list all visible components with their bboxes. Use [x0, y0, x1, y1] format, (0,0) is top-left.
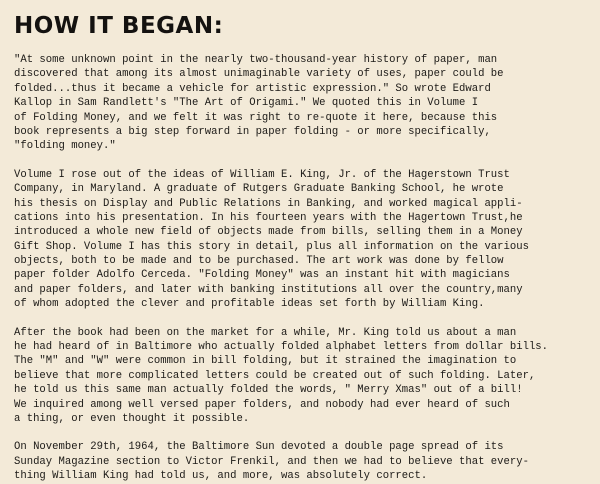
text-line: his thesis on Display and Public Relations in Banking, and worked magical appli- — [14, 197, 523, 210]
text-line: objects, both to be made and to be purchased. The art work was done by fellow — [14, 255, 504, 268]
text-line: thing William King had told us, and more, was absolutely correct. — [14, 470, 428, 483]
text-line: Sunday Magazine section to Victor Frenkil, and then we had to believe that every- — [14, 455, 529, 468]
text-line: folded...thus it became a vehicle for artistic expression." So wrote Edward — [14, 82, 491, 95]
text-line: introduced a whole new field of objects made from bills, selling them in a Money — [14, 226, 523, 239]
text-line: Company, in Maryland. A graduate of Rutgers Graduate Banking School, he wrote — [14, 183, 504, 196]
text-line: cations into his presentation. In his fourteen years with the Hagertown Trust,he — [14, 211, 523, 224]
text-line: We inquired among well versed paper folders, and nobody had ever heard of such — [14, 398, 510, 411]
page-heading: HOW IT BEGAN: — [14, 13, 224, 39]
text-line: and paper folders, and later with banking institutions all over the country,many — [14, 283, 523, 296]
text-line: of whom adopted the clever and profitable ideas set forth by William King. — [14, 298, 485, 311]
text-line: a thing, or even thought it possible. — [14, 412, 250, 425]
text-line: Gift Shop. Volume I has this story in detail, plus all information on the various — [14, 240, 529, 253]
paragraph-3 — [14, 326, 586, 427]
text-line: Kallop in Sam Randlett's "The Art of Origami." We quoted this in Volume I — [14, 97, 479, 110]
text-line: of Folding Money, and we felt it was right to re-quote it here, because this — [14, 111, 498, 124]
text-line: "folding money." — [14, 140, 116, 153]
text-line: After the book had been on the market for a while, Mr. King told us about a man — [14, 326, 517, 339]
text-line: he had heard of in Baltimore who actually folded alphabet letters from dollar bills. — [14, 341, 549, 354]
text-line: discovered that among its almost unimaginable variety of uses, paper could be — [14, 68, 504, 81]
text-line: Volume I rose out of the ideas of William E. King, Jr. of the Hagerstown Trust — [14, 168, 510, 181]
text-line: paper folder Adolfo Cerceda. "Folding Money" was an instant hit with magicians — [14, 269, 510, 282]
text-line: believe that more complicated letters could be created out of such folding. Later, — [14, 369, 536, 382]
text-line: The "M" and "W" were common in bill folding, but it strained the imagination to — [14, 355, 517, 368]
text-line: "At some unknown point in the nearly two-thousand-year history of paper, man — [14, 54, 498, 66]
text-line: book represents a big step forward in paper folding - or more specifically, — [14, 125, 491, 138]
paragraph-1 — [14, 53, 586, 154]
text-line: he told us this same man actually folded the words, " Merry Xmas" out of a bill! — [14, 384, 523, 397]
text-line: On November 29th, 1964, the Baltimore Sun devoted a double page spread of its — [14, 441, 504, 454]
paragraph-2 — [14, 168, 586, 312]
paragraph-4 — [14, 440, 586, 483]
